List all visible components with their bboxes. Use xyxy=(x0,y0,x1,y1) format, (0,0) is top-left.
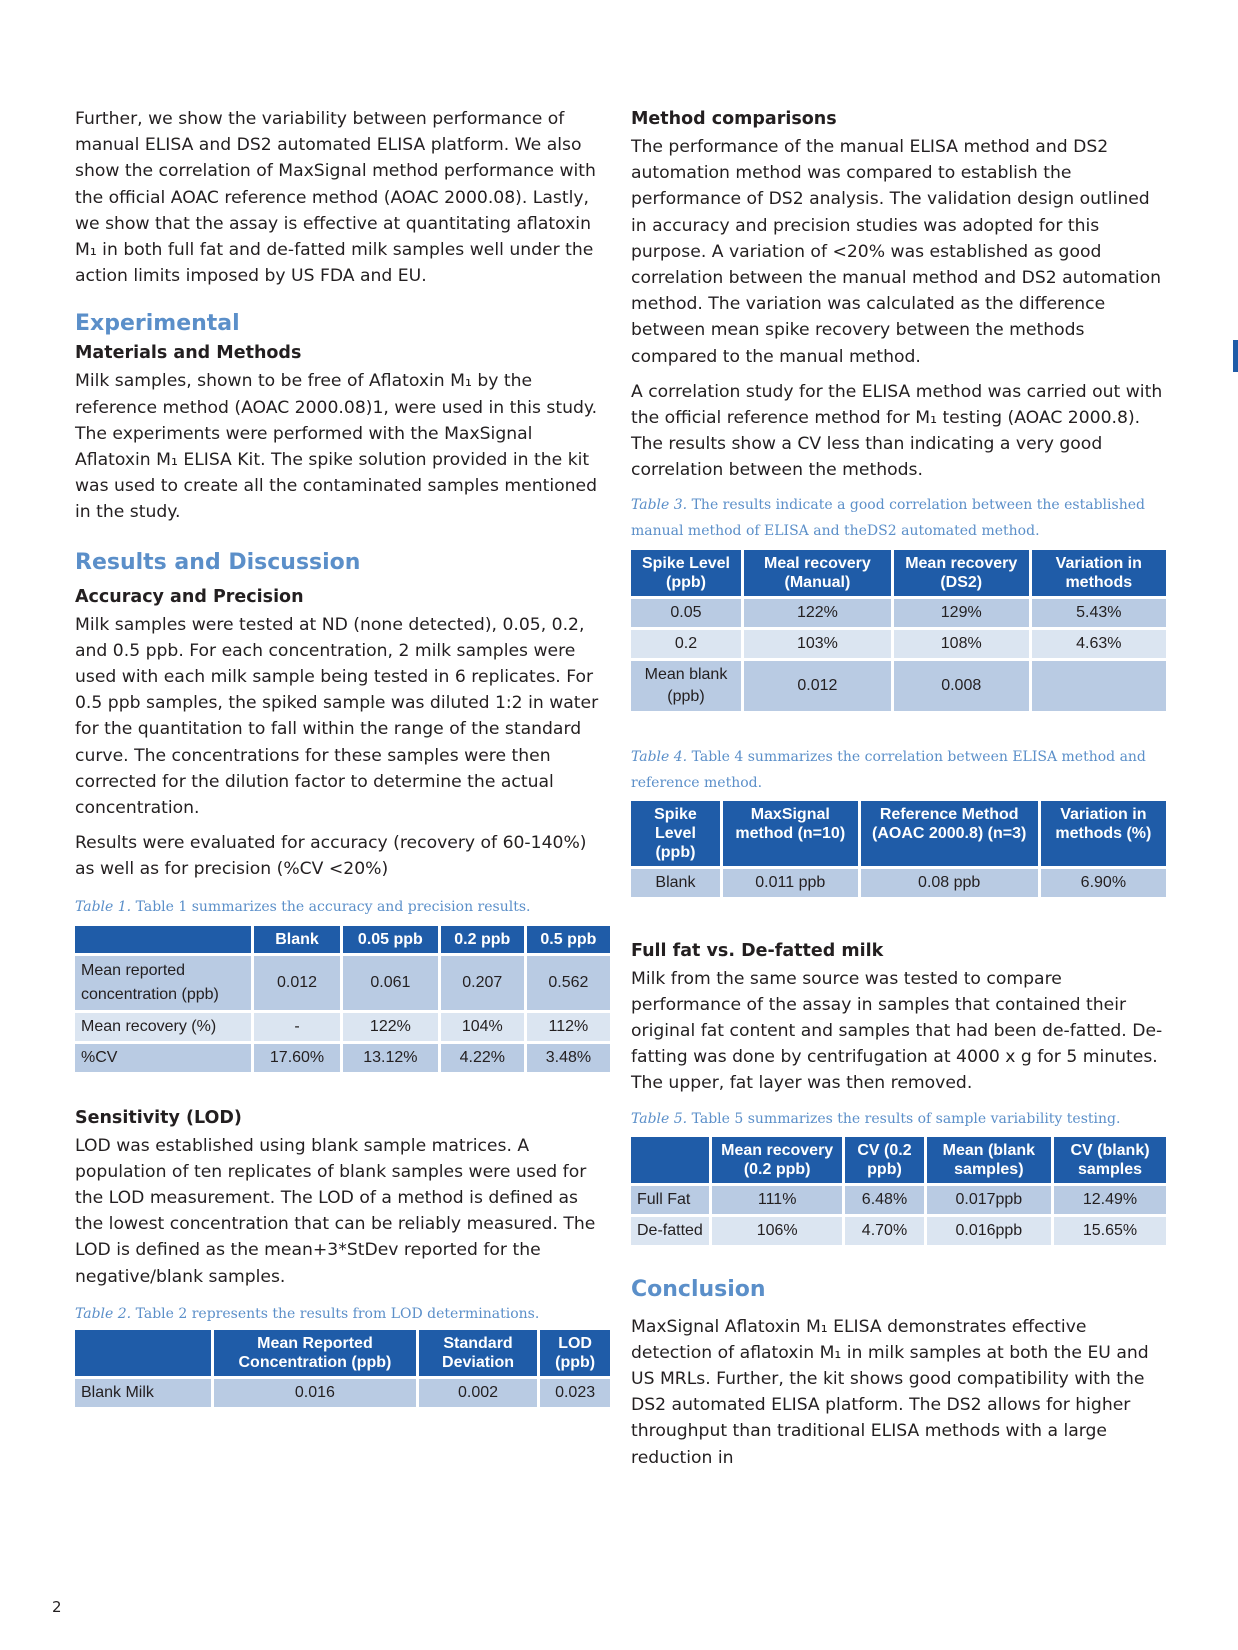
table-header-cell xyxy=(75,1330,211,1376)
table-label: Table 5. xyxy=(631,1110,688,1127)
table-row xyxy=(631,869,1166,897)
fullfat-paragraph: Milk from the same source was tested to compare performance of the assay in samples that contained their original fat content and samples that had been de-fatted. De-fatting was done by centrifugation at 4000 x g for 5 minutes. The upper, fat layer was then removed. xyxy=(631,968,1163,1094)
table-header-cell: Mean (blank samples) xyxy=(927,1137,1051,1183)
method-paragraph: A correlation study for the ELISA method was carried out with the official reference method for M₁ testing (AOAC 2000.8). The results show a CV less than indicating a very good correlation between the methods. xyxy=(631,381,1163,481)
table-header-cell: Mean recovery (DS2) xyxy=(894,550,1029,596)
table-row xyxy=(75,1379,610,1407)
table-cell: 0.016ppb xyxy=(927,1217,1051,1245)
table-cell: 6.48% xyxy=(845,1186,923,1214)
table-header-cell: Meal recovery (Manual) xyxy=(744,550,891,596)
table-cell: 15.65% xyxy=(1054,1217,1166,1245)
table-header-cell: Mean recovery (0.2 ppb) xyxy=(712,1137,842,1183)
table-header-cell: Mean Reported Concentration (ppb) xyxy=(214,1330,416,1376)
table-header-cell: 0.2 ppb xyxy=(441,926,524,953)
table-header-cell: Spike Level (ppb) xyxy=(631,550,741,596)
table-cell: 112% xyxy=(527,1013,610,1041)
intro-paragraph: Further, we show the variability between performance of manual ELISA and DS2 automated ELISA platform. We also show the correlation of MaxSignal method performance with the official AOAC reference method (AOAC 2000.08). Lastly, we show that the assay is effective at quantitating aflatoxin M₁ in both full fat and de-fatted milk samples well under the action limits imposed by US FDA and EU. xyxy=(75,109,596,287)
table-cell: Mean recovery (%) xyxy=(75,1013,251,1041)
table-header-cell: LOD (ppb) xyxy=(540,1330,610,1376)
table-row xyxy=(631,630,1166,658)
table-label: Table 3. xyxy=(631,496,688,513)
conclusion-heading: Conclusion xyxy=(631,1276,766,1302)
table-label: Table 4. xyxy=(631,748,688,765)
table-cell: 0.05 xyxy=(631,599,741,627)
table-cell: 4.70% xyxy=(845,1217,923,1245)
table-cell: Mean blank (ppb) xyxy=(631,661,741,711)
table-cell: 103% xyxy=(744,630,891,658)
table-row xyxy=(631,1217,1166,1245)
table-caption-text: The results indicate a good correlation between the established manual method of ELISA and theDS2 automated method. xyxy=(631,496,1145,539)
table-cell: 4.63% xyxy=(1032,630,1166,658)
table-cell: Blank Milk xyxy=(75,1379,211,1407)
table-label: Table 2. xyxy=(75,1305,132,1322)
table-cell: 0.061 xyxy=(343,956,438,1010)
table-cell: Mean reported concentration (ppb) xyxy=(75,956,251,1010)
correlation-table xyxy=(628,798,1169,900)
table-header-cell: Standard Deviation xyxy=(419,1330,537,1376)
table-header-cell: Spike Level (ppb) xyxy=(631,801,720,866)
table-caption-text: Table 1 summarizes the accuracy and precision results. xyxy=(135,898,531,915)
lod-table xyxy=(72,1327,613,1410)
table-cell: 122% xyxy=(343,1013,438,1041)
table-cell: 0.002 xyxy=(419,1379,537,1407)
table-cell: 129% xyxy=(894,599,1029,627)
method-comparison-table xyxy=(628,547,1169,714)
materials-heading: Materials and Methods xyxy=(75,343,302,364)
table-cell: 0.012 xyxy=(744,661,891,711)
table-cell: 0.023 xyxy=(540,1379,610,1407)
table-caption xyxy=(75,894,610,920)
page-edge-marker xyxy=(1233,340,1238,372)
right-column xyxy=(631,106,1166,1471)
table-cell: 13.12% xyxy=(343,1044,438,1072)
fullfat-heading: Full fat vs. De-fatted milk xyxy=(631,940,884,961)
table-cell: 0.207 xyxy=(441,956,524,1010)
table-row xyxy=(75,1013,610,1041)
table-header-cell: Variation in methods (%) xyxy=(1041,801,1166,866)
table-cell: 0.017ppb xyxy=(927,1186,1051,1214)
table-caption-text: Table 4 summarizes the correlation between ELISA method and reference method. xyxy=(631,748,1146,791)
table-cell: 0.012 xyxy=(254,956,340,1010)
table-header-cell: Reference Method (AOAC 2000.8) (n=3) xyxy=(861,801,1038,866)
table-header-cell xyxy=(75,926,251,953)
table-header-cell: 0.05 ppb xyxy=(343,926,438,953)
table-cell xyxy=(1032,661,1166,711)
fat-variability-table xyxy=(628,1134,1169,1248)
table-header-cell: 0.5 ppb xyxy=(527,926,610,953)
table-cell: 17.60% xyxy=(254,1044,340,1072)
table-cell: 0.2 xyxy=(631,630,741,658)
table-cell: Blank xyxy=(631,869,720,897)
table-caption xyxy=(75,1301,610,1327)
table-cell: De-fatted xyxy=(631,1217,709,1245)
accuracy-table xyxy=(72,923,613,1075)
table-header-cell: CV (blank) samples xyxy=(1054,1137,1166,1183)
table-header-cell: MaxSignal method (n=10) xyxy=(723,801,858,866)
sensitivity-heading: Sensitivity (LOD) xyxy=(75,1107,242,1128)
table-cell: 5.43% xyxy=(1032,599,1166,627)
materials-paragraph: Milk samples, shown to be free of Aflatoxin M₁ by the reference method (AOAC 2000.08)1, were used in this study. The experiments were performed with the MaxSignal Aflatoxin M₁ ELISA Kit. The spike solution provided in the kit was used to create all the contaminated samples mentioned in the study. xyxy=(75,371,598,523)
left-column xyxy=(75,106,610,1410)
table-row xyxy=(631,599,1166,627)
table-cell: %CV xyxy=(75,1044,251,1072)
table-caption xyxy=(631,492,1166,544)
table-caption xyxy=(631,1106,1166,1132)
accuracy-paragraph: Milk samples were tested at ND (none detected), 0.05, 0.2, and 0.5 ppb. For each concentration, 2 milk samples were used with each milk sample being tested in 6 replicates. For 0.5 ppb samples, the spiked sample was diluted 1:2 in water for the quantitation to fall within the range of the standard curve. The concentrations for these samples were then corrected for the dilution factor to determine the actual concentration. xyxy=(75,614,599,819)
table-cell: 106% xyxy=(712,1217,842,1245)
table-cell: 0.562 xyxy=(527,956,610,1010)
table-header-cell: Blank xyxy=(254,926,340,953)
table-row xyxy=(75,956,610,1010)
table-cell: 0.08 ppb xyxy=(861,869,1038,897)
sensitivity-paragraph: LOD was established using blank sample matrices. A population of ten replicates of blank samples were used for the LOD measurement. The LOD of a method is defined as the lowest concentration that can be reliably measured. The LOD is defined as the mean+3*StDev reported for the negative/blank samples. xyxy=(75,1135,596,1287)
table-cell: 12.49% xyxy=(1054,1186,1166,1214)
table-cell: - xyxy=(254,1013,340,1041)
table-row xyxy=(631,1186,1166,1214)
method-paragraph: The performance of the manual ELISA method and DS2 automation method was compared to establish the performance of DS2 analysis. The validation design outlined in accuracy and precision studies was adopted for this purpose. A variation of <20% was established as good correlation between the manual method and DS2 automation method. The variation was calculated as the difference between mean spike recovery between the methods compared to the manual method. xyxy=(631,137,1162,367)
accuracy-paragraph: Results were evaluated for accuracy (recovery of 60-140%) as well as for precision (%CV <20%) xyxy=(75,833,587,880)
accuracy-heading: Accuracy and Precision xyxy=(75,586,304,607)
method-heading: Method comparisons xyxy=(631,109,837,129)
table-header-cell: CV (0.2 ppb) xyxy=(845,1137,923,1183)
table-cell: 122% xyxy=(744,599,891,627)
table-header-cell xyxy=(631,1137,709,1183)
table-row xyxy=(631,661,1166,711)
table-cell: 0.011 ppb xyxy=(723,869,858,897)
table-caption-text: Table 5 summarizes the results of sample variability testing. xyxy=(691,1110,1121,1127)
table-cell: 111% xyxy=(712,1186,842,1214)
table-header-cell: Variation in methods xyxy=(1032,550,1166,596)
table-cell: 4.22% xyxy=(441,1044,524,1072)
table-row xyxy=(75,1044,610,1072)
table-caption-text: Table 2 represents the results from LOD determinations. xyxy=(135,1305,540,1322)
table-caption xyxy=(631,744,1166,796)
table-cell: 0.016 xyxy=(214,1379,416,1407)
table-cell: 108% xyxy=(894,630,1029,658)
page-number: 2 xyxy=(52,1598,62,1616)
table-cell: Full Fat xyxy=(631,1186,709,1214)
table-label: Table 1. xyxy=(75,898,132,915)
experimental-heading: Experimental xyxy=(75,311,240,337)
results-heading: Results and Discussion xyxy=(75,549,361,575)
table-cell: 6.90% xyxy=(1041,869,1166,897)
table-cell: 0.008 xyxy=(894,661,1029,711)
table-cell: 3.48% xyxy=(527,1044,610,1072)
conclusion-paragraph: MaxSignal Aflatoxin M₁ ELISA demonstrates effective detection of aflatoxin M₁ in milk samples at both the EU and US MRLs. Further, the kit shows good compatibility with the DS2 automated ELISA platform. The DS2 allows for higher throughput than traditional ELISA methods with a large reduction in xyxy=(631,1316,1149,1468)
table-cell: 104% xyxy=(441,1013,524,1041)
